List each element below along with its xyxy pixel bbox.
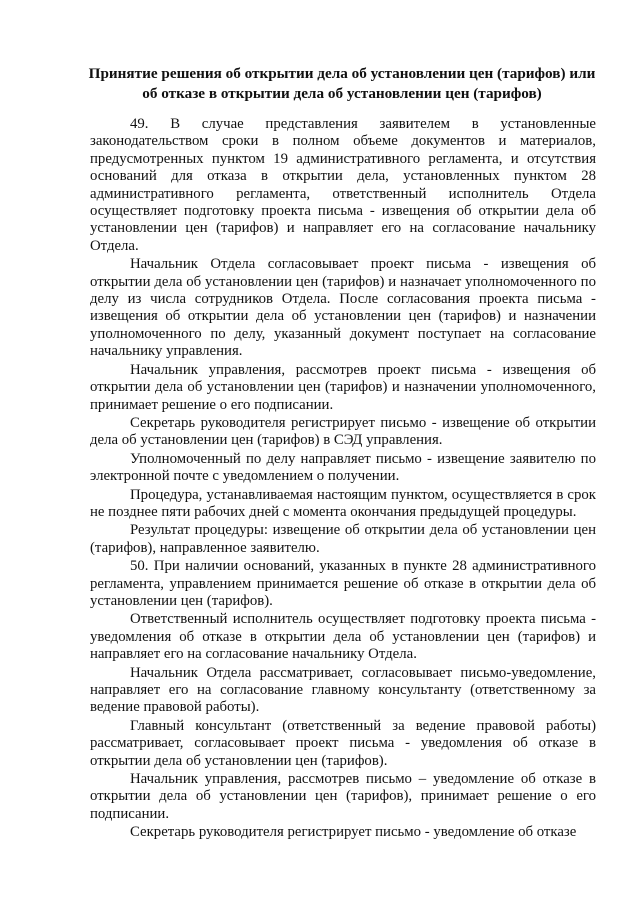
paragraph: Процедура, устанавливаемая настоящим пунктом, осуществляется в срок не позднее пяти рабочих дней с момента окончания предыдущей процедуры. bbox=[90, 486, 596, 520]
paragraph: Начальник управления, рассмотрев письмо – уведомление об отказе в открытии дела об установлении цен (тарифов), принимает решение о его подписании. bbox=[90, 771, 596, 822]
paragraph: Главный консультант (ответственный за ведение правовой работы) рассматривает, согласовывает проект письма - уведомления об отказе в открытии дела об установлении цен (тарифов). bbox=[90, 717, 596, 769]
document-body bbox=[90, 116, 596, 842]
paragraph: Ответственный исполнитель осуществляет подготовку проекта письма - уведомления об отказе в открытии дела об установлении цен (тарифов) и направляет его на согласование начальнику Отдела. bbox=[90, 611, 596, 663]
paragraph: Начальник управления, рассмотрев проект письма - извещения об открытии дела об установлении цен (тарифов) и назначении уполномоченного, принимает решение о его подписании. bbox=[90, 361, 596, 413]
paragraph: 50. При наличии оснований, указанных в пункте 28 административного регламента, управлением принимается решение об отказе в открытии дела об установлении цен (тарифов). bbox=[90, 558, 596, 609]
paragraph: 49. В случае представления заявителем в установленные законодательством сроки в полном объеме документов и материалов, предусмотренных пунктом 19 административного регламента, и отсутствия оснований для отказа в открытии дела, установленных пунктом 28 административного регламента, ответственный исполнитель Отдела осуществляет подготовку проекта письма - извещения об открытии дела об установлении цен (тарифов) и направляет его на согласование начальнику Отдела. bbox=[90, 116, 596, 254]
paragraph: Уполномоченный по делу направляет письмо - извещение заявителю по электронной почте с уведомлением о получении. bbox=[90, 450, 596, 485]
paragraph: Начальник Отдела согласовывает проект письма - извещения об открытии дела об установлении цен (тарифов) и назначает уполномоченного по делу из числа сотрудников Отдела. После согласования проекта письма - извещения об открытии дела об установлении цен (тарифов) и назначении уполномоченного по делу, указанный документ поступает на согласование начальнику управления. bbox=[90, 256, 596, 360]
paragraph: Начальник Отдела рассматривает, согласовывает письмо-уведомление, направляет его на согласование главному консультанту (ответственному за ведение правовой работы). bbox=[90, 664, 596, 716]
paragraph: Результат процедуры: извещение об открытии дела об установлении цен (тарифов), направленное заявителю. bbox=[90, 522, 596, 556]
paragraph: Секретарь руководителя регистрирует письмо - извещение об открытии дела об установлении цен (тарифов) в СЭД управления. bbox=[90, 414, 596, 449]
paragraph: Секретарь руководителя регистрирует письмо - уведомление об отказе bbox=[130, 824, 577, 841]
section-title: Принятие решения об открытии дела об установлении цен (тарифов) или об отказе в открытии дела об установлении цен (тарифов) bbox=[88, 65, 596, 102]
